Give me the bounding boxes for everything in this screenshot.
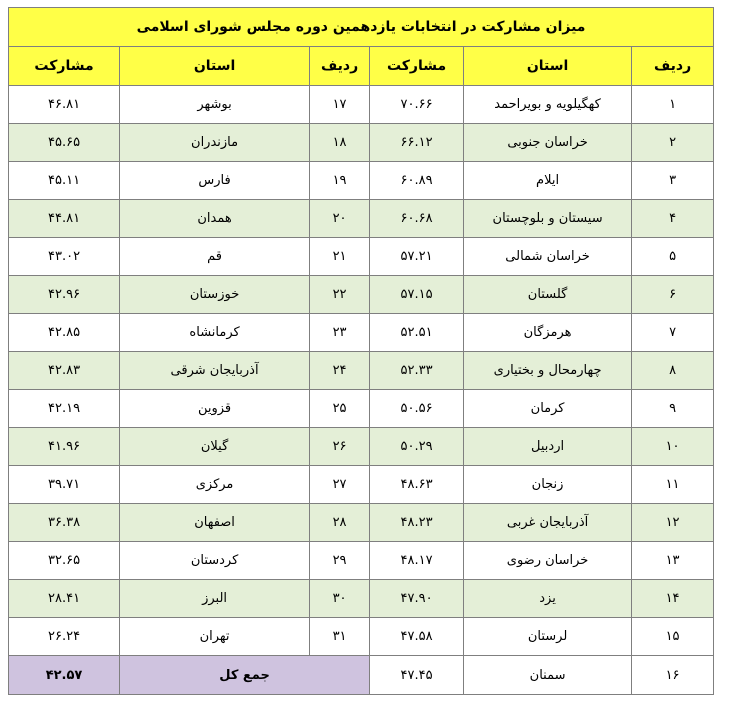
row-index: ۴ — [632, 200, 714, 238]
participation-value: ۳۲.۶۵ — [9, 542, 120, 580]
province-name: کرمانشاه — [120, 314, 310, 352]
row-index: ۳ — [632, 162, 714, 200]
row-index: ۵ — [632, 238, 714, 276]
row-index: ۲۴ — [310, 352, 370, 390]
participation-value: ۳۹.۷۱ — [9, 466, 120, 504]
participation-value: ۴۵.۱۱ — [9, 162, 120, 200]
participation-table — [8, 7, 714, 695]
province-name: قم — [120, 238, 310, 276]
total-label: جمع کل — [120, 656, 370, 695]
participation-value: ۴۷.۹۰ — [370, 580, 464, 618]
row-index: ۲۱ — [310, 238, 370, 276]
province-name: خراسان شمالی — [464, 238, 632, 276]
row-index: ۱۹ — [310, 162, 370, 200]
table-title: میزان مشارکت در انتخابات یازدهمین دوره مجلس شورای اسلامی — [9, 8, 714, 47]
table-row — [9, 124, 714, 162]
participation-value: ۴۸.۶۳ — [370, 466, 464, 504]
participation-value: ۲۸.۴۱ — [9, 580, 120, 618]
header-participation-right: مشارکت — [370, 47, 464, 86]
participation-value: ۴۲.۱۹ — [9, 390, 120, 428]
row-index: ۲۶ — [310, 428, 370, 466]
province-name: بوشهر — [120, 86, 310, 124]
province-name: ایلام — [464, 162, 632, 200]
province-name: اردبیل — [464, 428, 632, 466]
province-name: اصفهان — [120, 504, 310, 542]
participation-value: ۴۲.۹۶ — [9, 276, 120, 314]
row-index: ۱۰ — [632, 428, 714, 466]
row-index: ۲۵ — [310, 390, 370, 428]
province-name: سمنان — [464, 656, 632, 695]
row-index: ۱۶ — [632, 656, 714, 695]
header-index-left: ردیف — [310, 47, 370, 86]
participation-value: ۴۷.۴۵ — [370, 656, 464, 695]
table-row — [9, 390, 714, 428]
province-name: مازندران — [120, 124, 310, 162]
row-index: ۱۲ — [632, 504, 714, 542]
province-name: فارس — [120, 162, 310, 200]
row-index: ۷ — [632, 314, 714, 352]
province-name: کردستان — [120, 542, 310, 580]
participation-value: ۵۷.۱۵ — [370, 276, 464, 314]
province-name: مرکزی — [120, 466, 310, 504]
province-name: آذربایجان غربی — [464, 504, 632, 542]
table-row — [9, 504, 714, 542]
header-index-right: ردیف — [632, 47, 714, 86]
table-row — [9, 352, 714, 390]
table-row — [9, 276, 714, 314]
row-index: ۲۳ — [310, 314, 370, 352]
header-province-right: استان — [464, 47, 632, 86]
participation-value: ۴۱.۹۶ — [9, 428, 120, 466]
row-index: ۱۱ — [632, 466, 714, 504]
participation-value: ۴۷.۵۸ — [370, 618, 464, 656]
row-index: ۱۴ — [632, 580, 714, 618]
row-index: ۲۷ — [310, 466, 370, 504]
row-index: ۲۹ — [310, 542, 370, 580]
province-name: چهارمحال و بختیاری — [464, 352, 632, 390]
province-name: سیستان و بلوچستان — [464, 200, 632, 238]
province-name: خوزستان — [120, 276, 310, 314]
row-index: ۹ — [632, 390, 714, 428]
row-index: ۲۸ — [310, 504, 370, 542]
table-row — [9, 580, 714, 618]
row-index: ۳۰ — [310, 580, 370, 618]
province-name: کرمان — [464, 390, 632, 428]
row-index: ۱۳ — [632, 542, 714, 580]
participation-value: ۵۰.۲۹ — [370, 428, 464, 466]
participation-value: ۵۲.۵۱ — [370, 314, 464, 352]
participation-value: ۴۲.۸۵ — [9, 314, 120, 352]
participation-value: ۵۲.۳۳ — [370, 352, 464, 390]
participation-value: ۷۰.۶۶ — [370, 86, 464, 124]
participation-value: ۴۲.۸۳ — [9, 352, 120, 390]
table-row — [9, 466, 714, 504]
participation-value: ۴۳.۰۲ — [9, 238, 120, 276]
header-participation-left: مشارکت — [9, 47, 120, 86]
row-index: ۲ — [632, 124, 714, 162]
row-index: ۱۸ — [310, 124, 370, 162]
row-index: ۱۵ — [632, 618, 714, 656]
header-province-left: استان — [120, 47, 310, 86]
participation-value: ۶۶.۱۲ — [370, 124, 464, 162]
table-row — [9, 314, 714, 352]
table-row — [9, 86, 714, 124]
province-name: گلستان — [464, 276, 632, 314]
table-row — [9, 428, 714, 466]
row-index: ۶ — [632, 276, 714, 314]
province-name: هرمزگان — [464, 314, 632, 352]
row-index: ۸ — [632, 352, 714, 390]
table-row — [9, 162, 714, 200]
participation-value: ۴۵.۶۵ — [9, 124, 120, 162]
province-name: یزد — [464, 580, 632, 618]
participation-value: ۵۰.۵۶ — [370, 390, 464, 428]
province-name: خراسان جنوبی — [464, 124, 632, 162]
participation-value: ۴۶.۸۱ — [9, 86, 120, 124]
province-name: لرستان — [464, 618, 632, 656]
table-row — [9, 542, 714, 580]
province-name: گیلان — [120, 428, 310, 466]
row-index: ۲۰ — [310, 200, 370, 238]
province-name: البرز — [120, 580, 310, 618]
participation-value: ۶۰.۸۹ — [370, 162, 464, 200]
participation-value: ۵۷.۲۱ — [370, 238, 464, 276]
table-row — [9, 200, 714, 238]
participation-value: ۲۶.۲۴ — [9, 618, 120, 656]
row-index: ۲۲ — [310, 276, 370, 314]
table-row — [9, 238, 714, 276]
participation-value: ۴۴.۸۱ — [9, 200, 120, 238]
table-row — [9, 618, 714, 656]
province-name: کهگیلویه و بویراحمد — [464, 86, 632, 124]
participation-value: ۴۸.۲۳ — [370, 504, 464, 542]
province-name: زنجان — [464, 466, 632, 504]
row-index: ۳۱ — [310, 618, 370, 656]
province-name: قزوین — [120, 390, 310, 428]
total-value: ۴۲.۵۷ — [9, 656, 120, 695]
row-index: ۱ — [632, 86, 714, 124]
participation-value: ۴۸.۱۷ — [370, 542, 464, 580]
participation-value: ۳۶.۳۸ — [9, 504, 120, 542]
province-name: تهران — [120, 618, 310, 656]
table-row — [9, 656, 714, 695]
province-name: خراسان رضوی — [464, 542, 632, 580]
province-name: آذربایجان شرقی — [120, 352, 310, 390]
province-name: همدان — [120, 200, 310, 238]
row-index: ۱۷ — [310, 86, 370, 124]
participation-value: ۶۰.۶۸ — [370, 200, 464, 238]
